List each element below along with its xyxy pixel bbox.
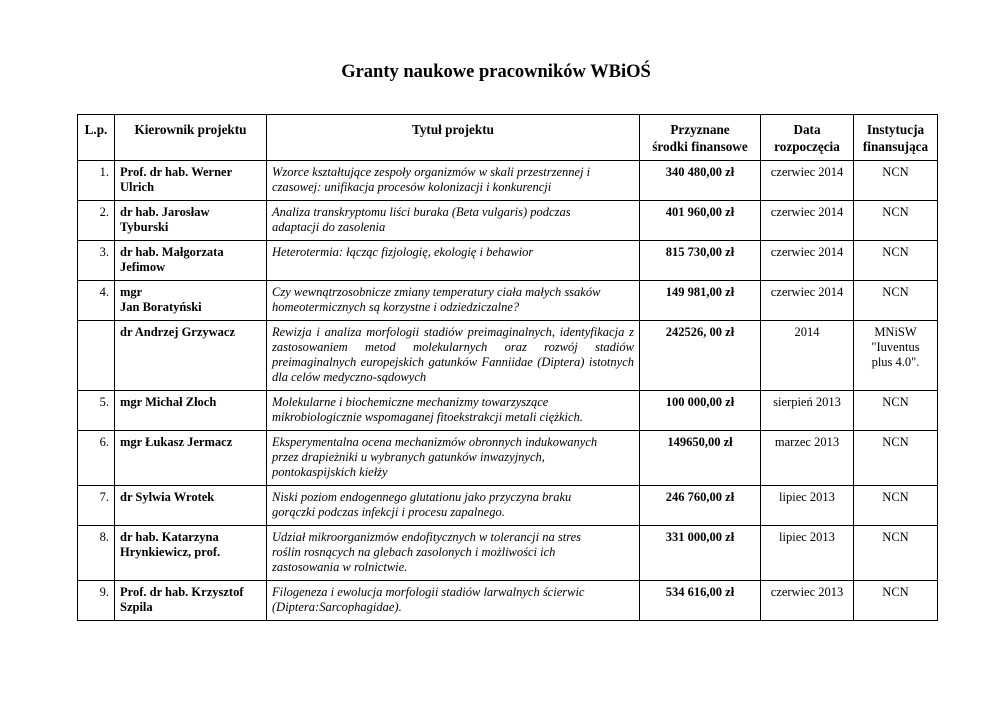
row-number: 3. — [78, 241, 115, 281]
funding-institution: NCN — [854, 391, 938, 431]
funding-institution: MNiSW "Iuventus plus 4.0". — [854, 321, 938, 391]
project-title: Czy wewnątrzosobnicze zmiany temperatury ciała małych ssaków homeotermicznych są korzystne i odziedziczalne? — [267, 281, 640, 321]
granted-funds: 815 730,00 zł — [640, 241, 761, 281]
granted-funds: 534 616,00 zł — [640, 581, 761, 621]
table-row — [78, 161, 938, 201]
granted-funds: 100 000,00 zł — [640, 391, 761, 431]
project-title: Udział mikroorganizmów endofitycznych w tolerancji na stres roślin rosnących na glebach zasolonych i możliwości ich zastosowania w rolnictwie. — [267, 526, 640, 581]
row-number: 7. — [78, 486, 115, 526]
table-row — [78, 241, 938, 281]
row-number — [78, 321, 115, 391]
granted-funds: 331 000,00 zł — [640, 526, 761, 581]
funding-institution: NCN — [854, 486, 938, 526]
project-manager: dr hab. Jarosław Tyburski — [115, 201, 267, 241]
funding-institution: NCN — [854, 526, 938, 581]
start-date: sierpień 2013 — [761, 391, 854, 431]
project-title: Niski poziom endogennego glutationu jako przyczyna braku gorączki podczas infekcji i procesu zapalnego. — [267, 486, 640, 526]
start-date: 2014 — [761, 321, 854, 391]
header-lp: L.p. — [78, 115, 115, 161]
table-row — [78, 486, 938, 526]
table-row — [78, 201, 938, 241]
start-date: lipiec 2013 — [761, 526, 854, 581]
start-date: marzec 2013 — [761, 431, 854, 486]
row-number: 6. — [78, 431, 115, 486]
header-title: Tytuł projektu — [267, 115, 640, 161]
project-manager: dr Andrzej Grzywacz — [115, 321, 267, 391]
start-date: czerwiec 2014 — [761, 201, 854, 241]
project-manager: mgr Jan Boratyński — [115, 281, 267, 321]
row-number: 9. — [78, 581, 115, 621]
granted-funds: 246 760,00 zł — [640, 486, 761, 526]
funding-institution: NCN — [854, 281, 938, 321]
project-manager: dr hab. Małgorzata Jefimow — [115, 241, 267, 281]
table-row — [78, 526, 938, 581]
header-institution: Instytucja finansująca — [854, 115, 938, 161]
grants-table — [77, 114, 938, 621]
granted-funds: 401 960,00 zł — [640, 201, 761, 241]
header-funds: Przyznane środki finansowe — [640, 115, 761, 161]
project-title: Molekularne i biochemiczne mechanizmy towarzyszące mikrobiologicznie wspomaganej fitoekstrakcji metali ciężkich. — [267, 391, 640, 431]
table-header-row — [78, 115, 938, 161]
project-title: Analiza transkryptomu liści buraka (Beta vulgaris) podczas adaptacji do zasolenia — [267, 201, 640, 241]
table-row — [78, 431, 938, 486]
start-date: czerwiec 2014 — [761, 281, 854, 321]
row-number: 8. — [78, 526, 115, 581]
funding-institution: NCN — [854, 431, 938, 486]
granted-funds: 340 480,00 zł — [640, 161, 761, 201]
project-manager: Prof. dr hab. Krzysztof Szpila — [115, 581, 267, 621]
project-title: Wzorce kształtujące zespoły organizmów w skali przestrzennej i czasowej: unifikacja procesów kolonizacji i konkurencji — [267, 161, 640, 201]
header-date: Data rozpoczęcia — [761, 115, 854, 161]
start-date: lipiec 2013 — [761, 486, 854, 526]
row-number: 5. — [78, 391, 115, 431]
project-title: Filogeneza i ewolucja morfologii stadiów larwalnych ścierwic (Diptera:Sarcophagidae). — [267, 581, 640, 621]
project-manager: dr hab. Katarzyna Hrynkiewicz, prof. — [115, 526, 267, 581]
project-title: Heterotermia: łącząc fizjologię, ekologię i behawior — [267, 241, 640, 281]
start-date: czerwiec 2014 — [761, 161, 854, 201]
funding-institution: NCN — [854, 241, 938, 281]
project-title: Eksperymentalna ocena mechanizmów obronnych indukowanych przez drapieżniki u wybranych gatunków inwazyjnych, pontokaspijskich kiełży — [267, 431, 640, 486]
funding-institution: NCN — [854, 201, 938, 241]
table-row — [78, 281, 938, 321]
project-manager: Prof. dr hab. Werner Ulrich — [115, 161, 267, 201]
project-title: Rewizja i analiza morfologii stadiów preimaginalnych, identyfikacja z zastosowaniem metod molekularnych oraz rozwój stadiów preimaginalnych europejskich gatunków Fanniidae (Diptera) istotnych dla celów medyczno-sądowych — [267, 321, 640, 391]
project-manager: mgr Michał Złoch — [115, 391, 267, 431]
row-number: 4. — [78, 281, 115, 321]
project-manager: mgr Łukasz Jermacz — [115, 431, 267, 486]
funding-institution: NCN — [854, 581, 938, 621]
granted-funds: 149 981,00 zł — [640, 281, 761, 321]
table-row — [78, 321, 938, 391]
page-title: Granty naukowe pracowników WBiOŚ — [341, 62, 651, 82]
table-row — [78, 391, 938, 431]
row-number: 2. — [78, 201, 115, 241]
row-number: 1. — [78, 161, 115, 201]
project-manager: dr Sylwia Wrotek — [115, 486, 267, 526]
header-manager: Kierownik projektu — [115, 115, 267, 161]
start-date: czerwiec 2013 — [761, 581, 854, 621]
granted-funds: 242526, 00 zł — [640, 321, 761, 391]
start-date: czerwiec 2014 — [761, 241, 854, 281]
funding-institution: NCN — [854, 161, 938, 201]
granted-funds: 149650,00 zł — [640, 431, 761, 486]
table-row — [78, 581, 938, 621]
